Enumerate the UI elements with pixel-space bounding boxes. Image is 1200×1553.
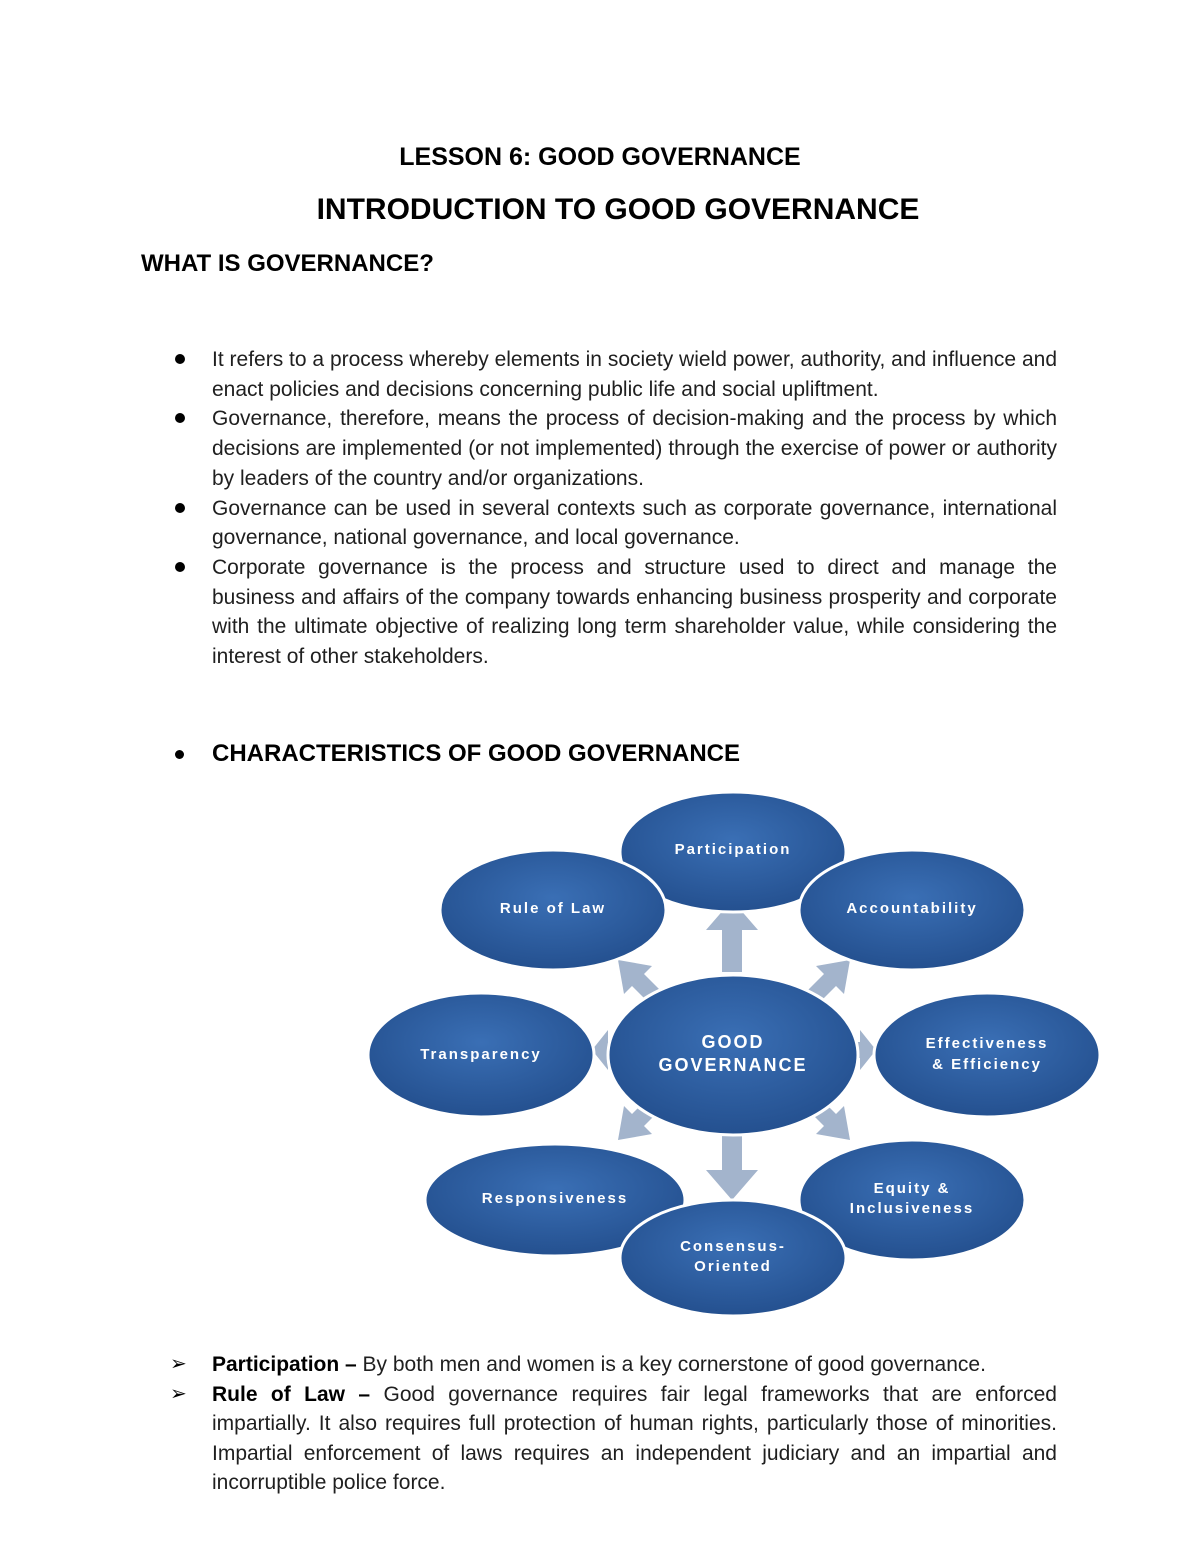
consensus-label-line2: Oriented: [694, 1258, 772, 1275]
effectiveness-label-line2: & Efficiency: [932, 1056, 1042, 1073]
center-label-line2: GOVERNANCE: [658, 1055, 808, 1075]
bullet-icon: [175, 503, 185, 513]
list-item: [170, 494, 1057, 553]
bullet-text: Corporate governance is the process and structure used to direct and manage the business and affairs of the company towards enhancing business prosperity and corporate with the ultimate objective of realizing long term shareholder value, while considering the interest of other stakeholders.: [212, 555, 1057, 669]
arrow-down-icon: [706, 1128, 758, 1200]
arrow-bullet-icon: ➢: [170, 1353, 187, 1375]
transparency-label: Transparency: [420, 1046, 542, 1063]
list-item: [170, 553, 1057, 672]
center-label-line1: GOOD: [701, 1032, 765, 1052]
definitions-list: [170, 1350, 1057, 1498]
bullet-icon: [175, 562, 185, 572]
list-item: [170, 404, 1057, 493]
bullet-icon: [175, 750, 184, 759]
bullet-icon: [175, 354, 185, 364]
arrow-bullet-icon: ➢: [170, 1382, 187, 1405]
responsiveness-label: Responsiveness: [481, 1190, 629, 1207]
governance-bullet-list: [170, 345, 1057, 672]
lesson-title: LESSON 6: GOOD GOVERNANCE: [399, 143, 801, 171]
definition-term: Rule of Law –: [212, 1382, 371, 1406]
definition-term: Participation –: [212, 1353, 357, 1376]
characteristics-heading: [175, 740, 740, 768]
bullet-text: Governance, therefore, means the process of decision-making and the process by which decisions are implemented (or not implemented) through the exercise of power or authority by leaders of the country and/or organizations.: [212, 407, 1057, 490]
consensus-label-line1: Consensus-: [680, 1238, 786, 1255]
list-item: [170, 345, 1057, 404]
list-item: [170, 1380, 1057, 1498]
equity-label-line1: Equity &: [873, 1180, 951, 1197]
accountability-label: Accountability: [846, 900, 978, 917]
equity-label-line2: Inclusiveness: [849, 1200, 975, 1217]
bullet-text: Governance can be used in several contexts such as corporate governance, international governance, national governance, and local governance.: [212, 496, 1057, 550]
list-item: [170, 1350, 1057, 1380]
intro-title: INTRODUCTION TO GOOD GOVERNANCE: [316, 193, 920, 226]
good-governance-diagram: [360, 780, 1110, 1330]
definition-text: Good governance requires fair legal frameworks that are enforced impartially. It also requires full protection of human rights, particularly those of minorities. Impartial enforcement of laws requires an independent judiciary and an impartial and incorruptible police force.: [212, 1382, 1057, 1494]
section-title: WHAT IS GOVERNANCE?: [141, 250, 434, 277]
characteristics-heading-text: CHARACTERISTICS OF GOOD GOVERNANCE: [212, 740, 741, 767]
rule-of-law-label: Rule of Law: [499, 900, 607, 917]
participation-label: Participation: [674, 841, 792, 858]
definition-text: By both men and women is a key cornerstone of good governance.: [356, 1353, 986, 1376]
effectiveness-label-line1: Effectiveness: [925, 1035, 1049, 1052]
bullet-icon: [175, 413, 185, 423]
bullet-text: It refers to a process whereby elements in society wield power, authority, and influence and enact policies and decisions concerning public life and social upliftment.: [212, 348, 1057, 401]
effectiveness-node: [874, 993, 1100, 1117]
